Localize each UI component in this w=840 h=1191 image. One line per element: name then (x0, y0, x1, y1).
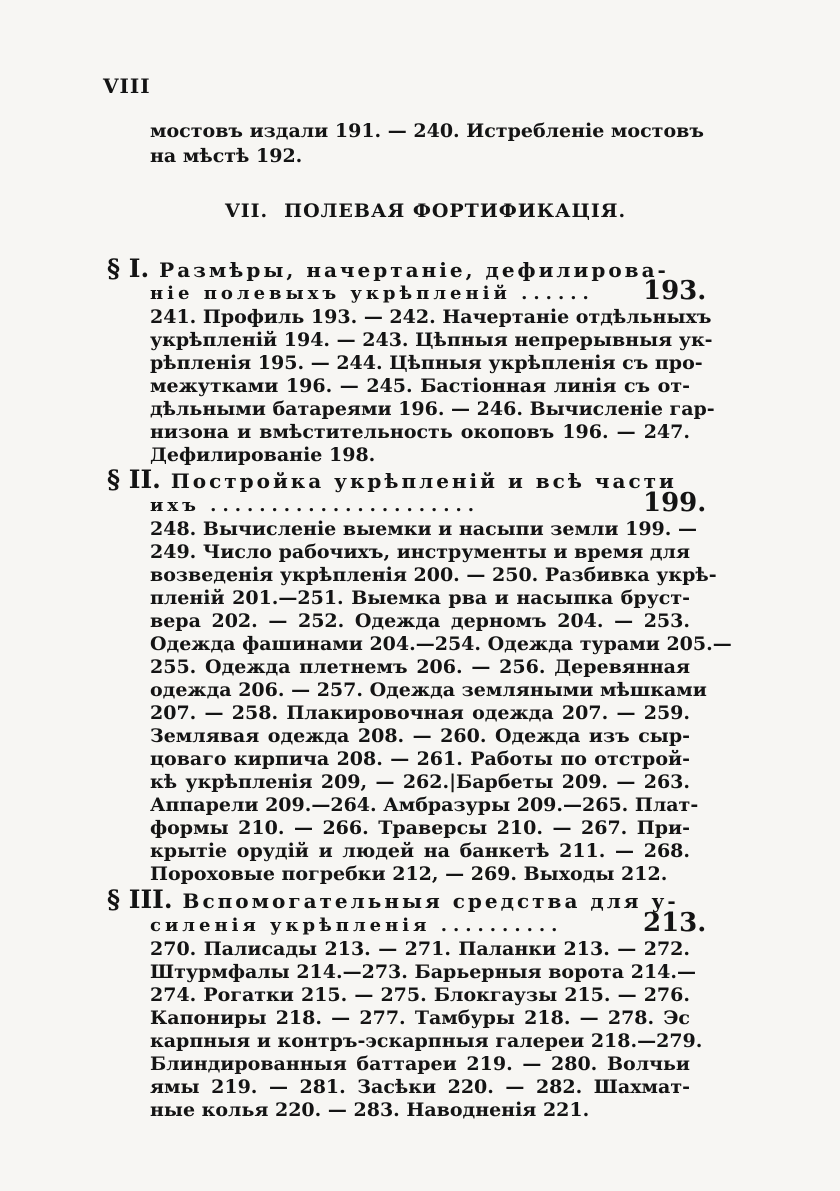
section-2-line: Землявая одежда 208. — 260. Одежда изъ сыр- (150, 725, 690, 747)
section-3-title: Вспомогательныя средства для у- (182, 889, 679, 913)
section-3-line: ные колья 220. — 283. Наводненія 221. (150, 1099, 590, 1121)
section-1-line: 241. Профиль 193. — 242. Начертаніе отдѣльныхъ (150, 306, 712, 328)
section-2-line: Пороховые погребки 212, — 269. Выходы 212. (150, 863, 668, 885)
section-2-line: 255. Одежда плетнемъ 206. — 256. Деревянная (150, 656, 690, 678)
section-2-title-line2: ихъ (150, 495, 200, 516)
section-1-title: Размѣры, начертаніе, дефилирова- (159, 258, 669, 282)
section-2-line: 248. Вычисленіе выемки и насыпи земли 199. — (150, 518, 698, 540)
section-1-title-cont (150, 281, 595, 307)
section-3-line: 274. Рогатки 215. — 275. Блокгаузы 215. — 276. (150, 984, 690, 1006)
section-3-line: Штурмфалы 214.—273. Барьерныя ворота 214.— (150, 961, 696, 983)
section-2-line: вера 202. — 252. Одежда дерномъ 204. — 253. (150, 610, 690, 632)
section-2-line: кѣ укрѣпленія 209, — 262.|Барбеты 209. — 263. (150, 771, 690, 793)
section-3-line: Блиндированныя баттареи 219. — 280. Волчьи (150, 1053, 690, 1075)
section-1-line: рѣпленія 195. — 244. Цѣпныя укрѣпленія съ про- (150, 352, 703, 374)
section-2-line: цоваго кирпича 208. — 261. Работы по отстрой- (150, 748, 690, 770)
section-3-heading (107, 887, 679, 914)
section-2-line: 249. Число рабочихъ, инструменты и время для (150, 541, 690, 563)
section-2-line: Аппарели 209.—264. Амбразуры 209.—265. Плат- (150, 794, 699, 816)
section-2-title-cont (150, 493, 480, 519)
section-2-body (150, 518, 732, 886)
section-2-line: 207. — 258. Плакировочная одежда 207. — 259. (150, 702, 690, 724)
section-1-line: укрѣпленій 194. — 243. Цѣпныя непрерывныя ук- (150, 329, 713, 351)
section-1-page: 193. (643, 276, 707, 306)
page-number: VIII (103, 74, 151, 98)
section-2-line: возведенія укрѣпленія 200. — 250. Разбивка укрѣ- (150, 564, 717, 586)
section-2-line: крытіе орудій и людей на банкетѣ 211. — 268. (150, 840, 690, 862)
section-3-leader: .......... (440, 915, 564, 936)
section-3-title-line2: силенія укрѣпленія (150, 915, 431, 936)
section-1-line: межутками 196. — 245. Бастіонная линія съ от- (150, 375, 690, 397)
section-3-page: 213. (643, 908, 707, 938)
chapter-number: VII. (225, 200, 269, 222)
section-1-heading (107, 256, 669, 283)
section-1-line: дѣльными батареями 196. — 246. Вычисленіе гар- (150, 398, 715, 420)
chapter-name: ПОЛЕВАЯ ФОРТИФИКАЦІЯ. (284, 200, 627, 222)
section-3-title-cont (150, 913, 563, 939)
section-1-line: Дефилированіе 198. (150, 444, 376, 466)
section-3-line: ямы 219. — 281. Засѣки 220. — 282. Шахмат- (150, 1076, 690, 1098)
intro-line-1: мостовъ издали 191. — 240. Истребленіе мостовъ (150, 120, 704, 142)
section-2-page: 199. (643, 488, 707, 518)
section-1-symbol: § I. (107, 254, 150, 283)
section-1-body (150, 306, 715, 467)
section-1-title-line2: ніе полевыхъ укрѣпленій (150, 283, 511, 304)
section-2-line: формы 210. — 266. Траверсы 210. — 267. При- (150, 817, 690, 839)
section-3-line: 270. Палисады 213. — 271. Паланки 213. — 272. (150, 938, 690, 960)
section-1-leader: ...... (521, 283, 595, 304)
section-2-heading (107, 467, 677, 494)
section-2-leader: ...................... (210, 495, 481, 516)
section-1-line: низона и вмѣстительность окоповъ 196. — 247. (150, 421, 690, 443)
section-3-line: карпныя и контръ-эскарпныя галереи 218.—279. (150, 1030, 703, 1052)
section-2-line: пленій 201.—251. Выемка рва и насыпка бруст- (150, 587, 690, 609)
intro-line-2: на мѣстѣ 192. (150, 145, 303, 167)
section-2-line: Одежда фашинами 204.—254. Одежда турами 205.— (150, 633, 732, 655)
section-2-title: Постройка укрѣпленій и всѣ части (170, 469, 677, 493)
chapter-title (225, 200, 626, 222)
section-3-symbol: § III. (107, 885, 173, 914)
section-3-body (150, 938, 703, 1122)
section-2-line: одежда 206. — 257. Одежда земляными мѣшками (150, 679, 707, 701)
section-2-symbol: § II. (107, 465, 161, 494)
section-3-line: Капониры 218. — 277. Тамбуры 218. — 278. Эс (150, 1007, 690, 1029)
